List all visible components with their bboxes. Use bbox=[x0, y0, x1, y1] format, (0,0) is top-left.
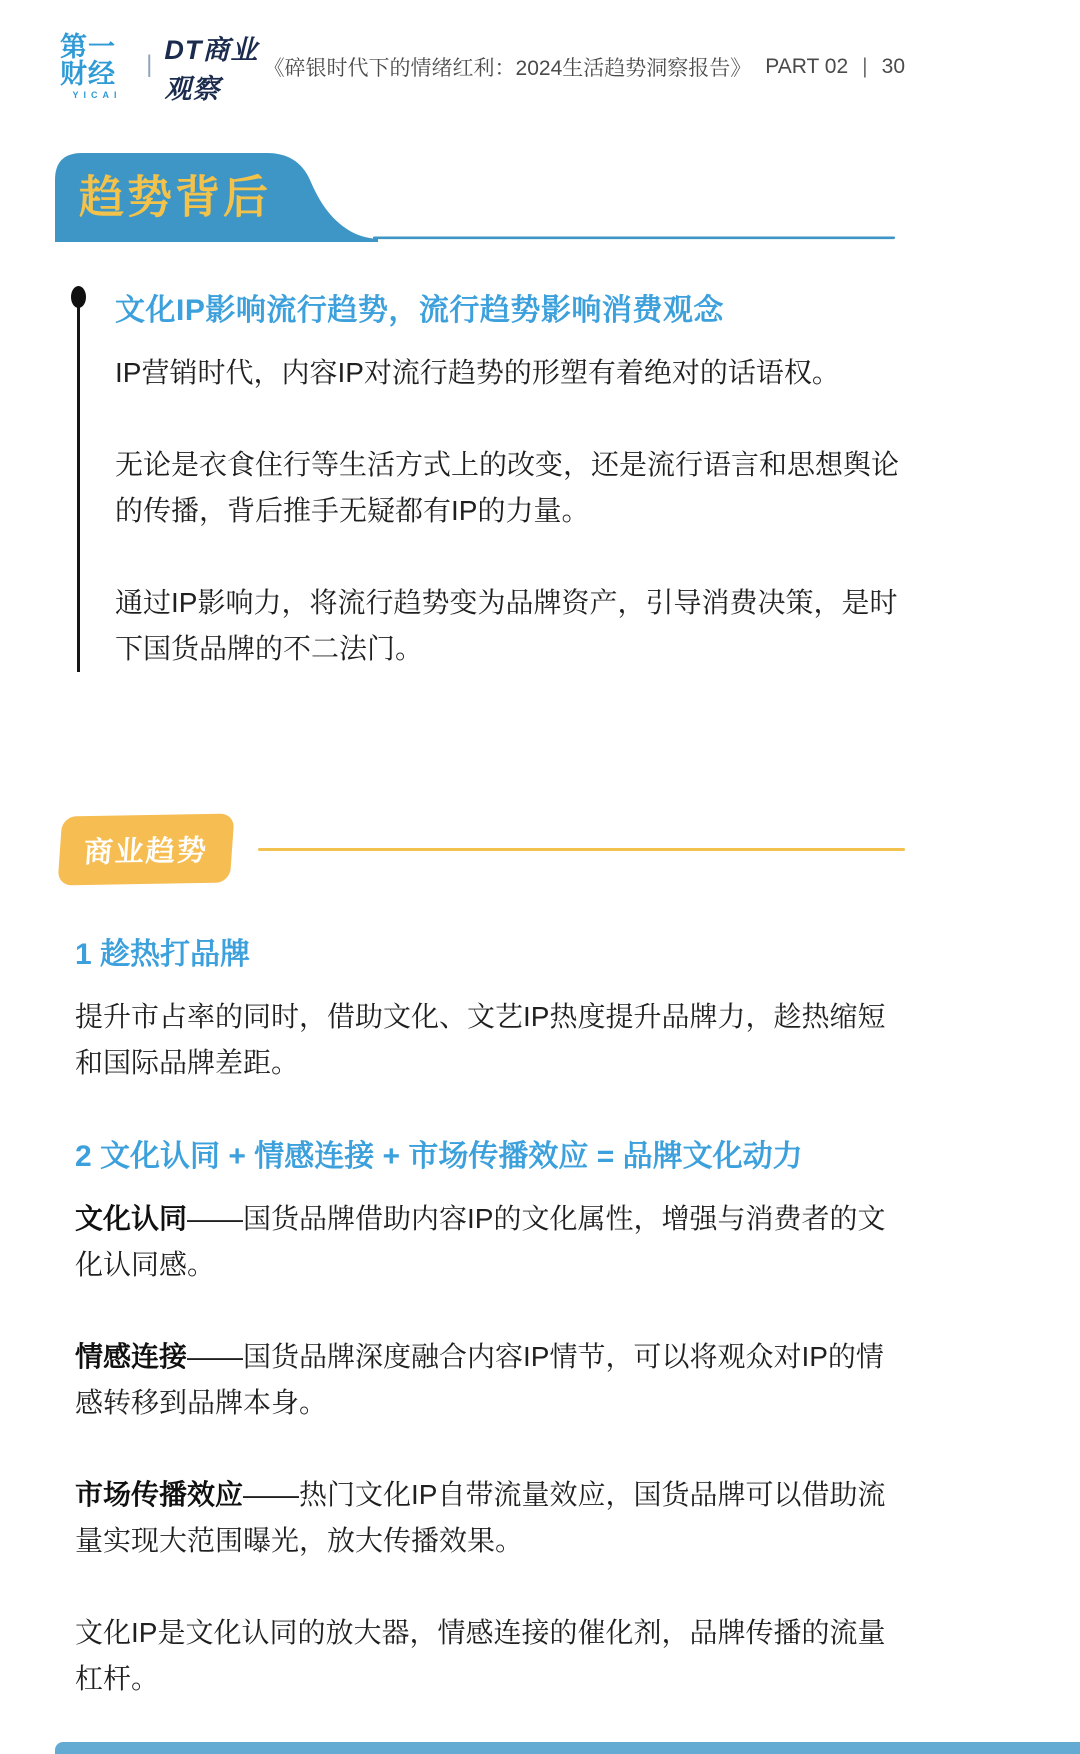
trend-1-heading: 1 趁热打品牌 bbox=[75, 938, 251, 971]
trend-2-closing-paragraph: 文化IP是文化认同的放大器，情感连接的催化剂，品牌传播的流量杠杆。 bbox=[75, 1617, 886, 1694]
insight-paragraph-3: 通过IP影响力，将流行趋势变为品牌资产，引导消费决策，是时下国货品牌的不二法门。 bbox=[115, 587, 898, 664]
page-number: 30 bbox=[881, 55, 905, 78]
paragraph-lead: 情感连接 bbox=[75, 1341, 188, 1372]
yicai-logo bbox=[60, 34, 134, 100]
report-title-bar bbox=[264, 52, 905, 82]
logo-divider: | bbox=[146, 51, 153, 78]
business-trends-badge: 商业趋势 bbox=[57, 814, 234, 886]
banner-title: 趋势背后 bbox=[79, 171, 272, 223]
paragraph-lead: 市场传播效应 bbox=[75, 1479, 244, 1510]
trend-section-1 bbox=[75, 932, 890, 1086]
business-trends-header bbox=[60, 815, 905, 884]
insight-heading: 文化IP影响流行趋势，流行趋势影响消费观念 bbox=[115, 294, 724, 327]
bullet-dot bbox=[71, 286, 86, 308]
trend-section-2 bbox=[75, 1134, 890, 1702]
insight-paragraph-1: IP营销时代，内容IP对流行趋势的形塑有着绝对的话语权。 bbox=[115, 357, 840, 388]
header-separator: | bbox=[862, 55, 868, 78]
section-banner bbox=[55, 150, 895, 242]
paragraph-text: ——热门文化IP自带流量效应，国货品牌可以借助流量实现大范围曝光，放大传播效果。 bbox=[75, 1479, 886, 1556]
paragraph-text: ——国货品牌深度融合内容IP情节，可以将观众对IP的情感转移到品牌本身。 bbox=[75, 1341, 884, 1418]
yicai-logo-text: 第一财经 bbox=[60, 32, 116, 89]
dt-logo-text: DT商业观察 bbox=[164, 35, 259, 104]
trend-1-paragraph: 提升市占率的同时，借助文化、文艺IP热度提升品牌力，趁热缩短和国际品牌差距。 bbox=[75, 1001, 886, 1078]
report-title: 《碎银时代下的情绪红利：2024生活趋势洞察报告》 bbox=[263, 57, 752, 80]
trend-2-paragraph-emotion bbox=[75, 1334, 890, 1426]
insight-paragraph-2: 无论是衣食住行等生活方式上的改变，还是流行语言和思想舆论的传播，背后推手无疑都有IP的力量。 bbox=[115, 449, 900, 526]
yicai-logo-subtext: YICAI bbox=[72, 90, 122, 100]
paragraph-lead: 文化认同 bbox=[75, 1203, 188, 1234]
page-header bbox=[60, 0, 905, 106]
insight-block bbox=[77, 288, 905, 672]
part-label: PART 02 bbox=[765, 55, 849, 78]
footer-band bbox=[55, 1742, 1080, 1754]
trend-2-heading: 2 文化认同 + 情感连接 + 市场传播效应 = 品牌文化动力 bbox=[75, 1140, 803, 1173]
paragraph-text: ——国货品牌借助内容IP的文化属性，增强与消费者的文化认同感。 bbox=[75, 1203, 886, 1280]
logo-group bbox=[60, 28, 264, 106]
trend-2-paragraph-market bbox=[75, 1472, 890, 1564]
business-trends-divider-line bbox=[258, 848, 905, 851]
trend-2-paragraph-culture bbox=[75, 1196, 890, 1288]
